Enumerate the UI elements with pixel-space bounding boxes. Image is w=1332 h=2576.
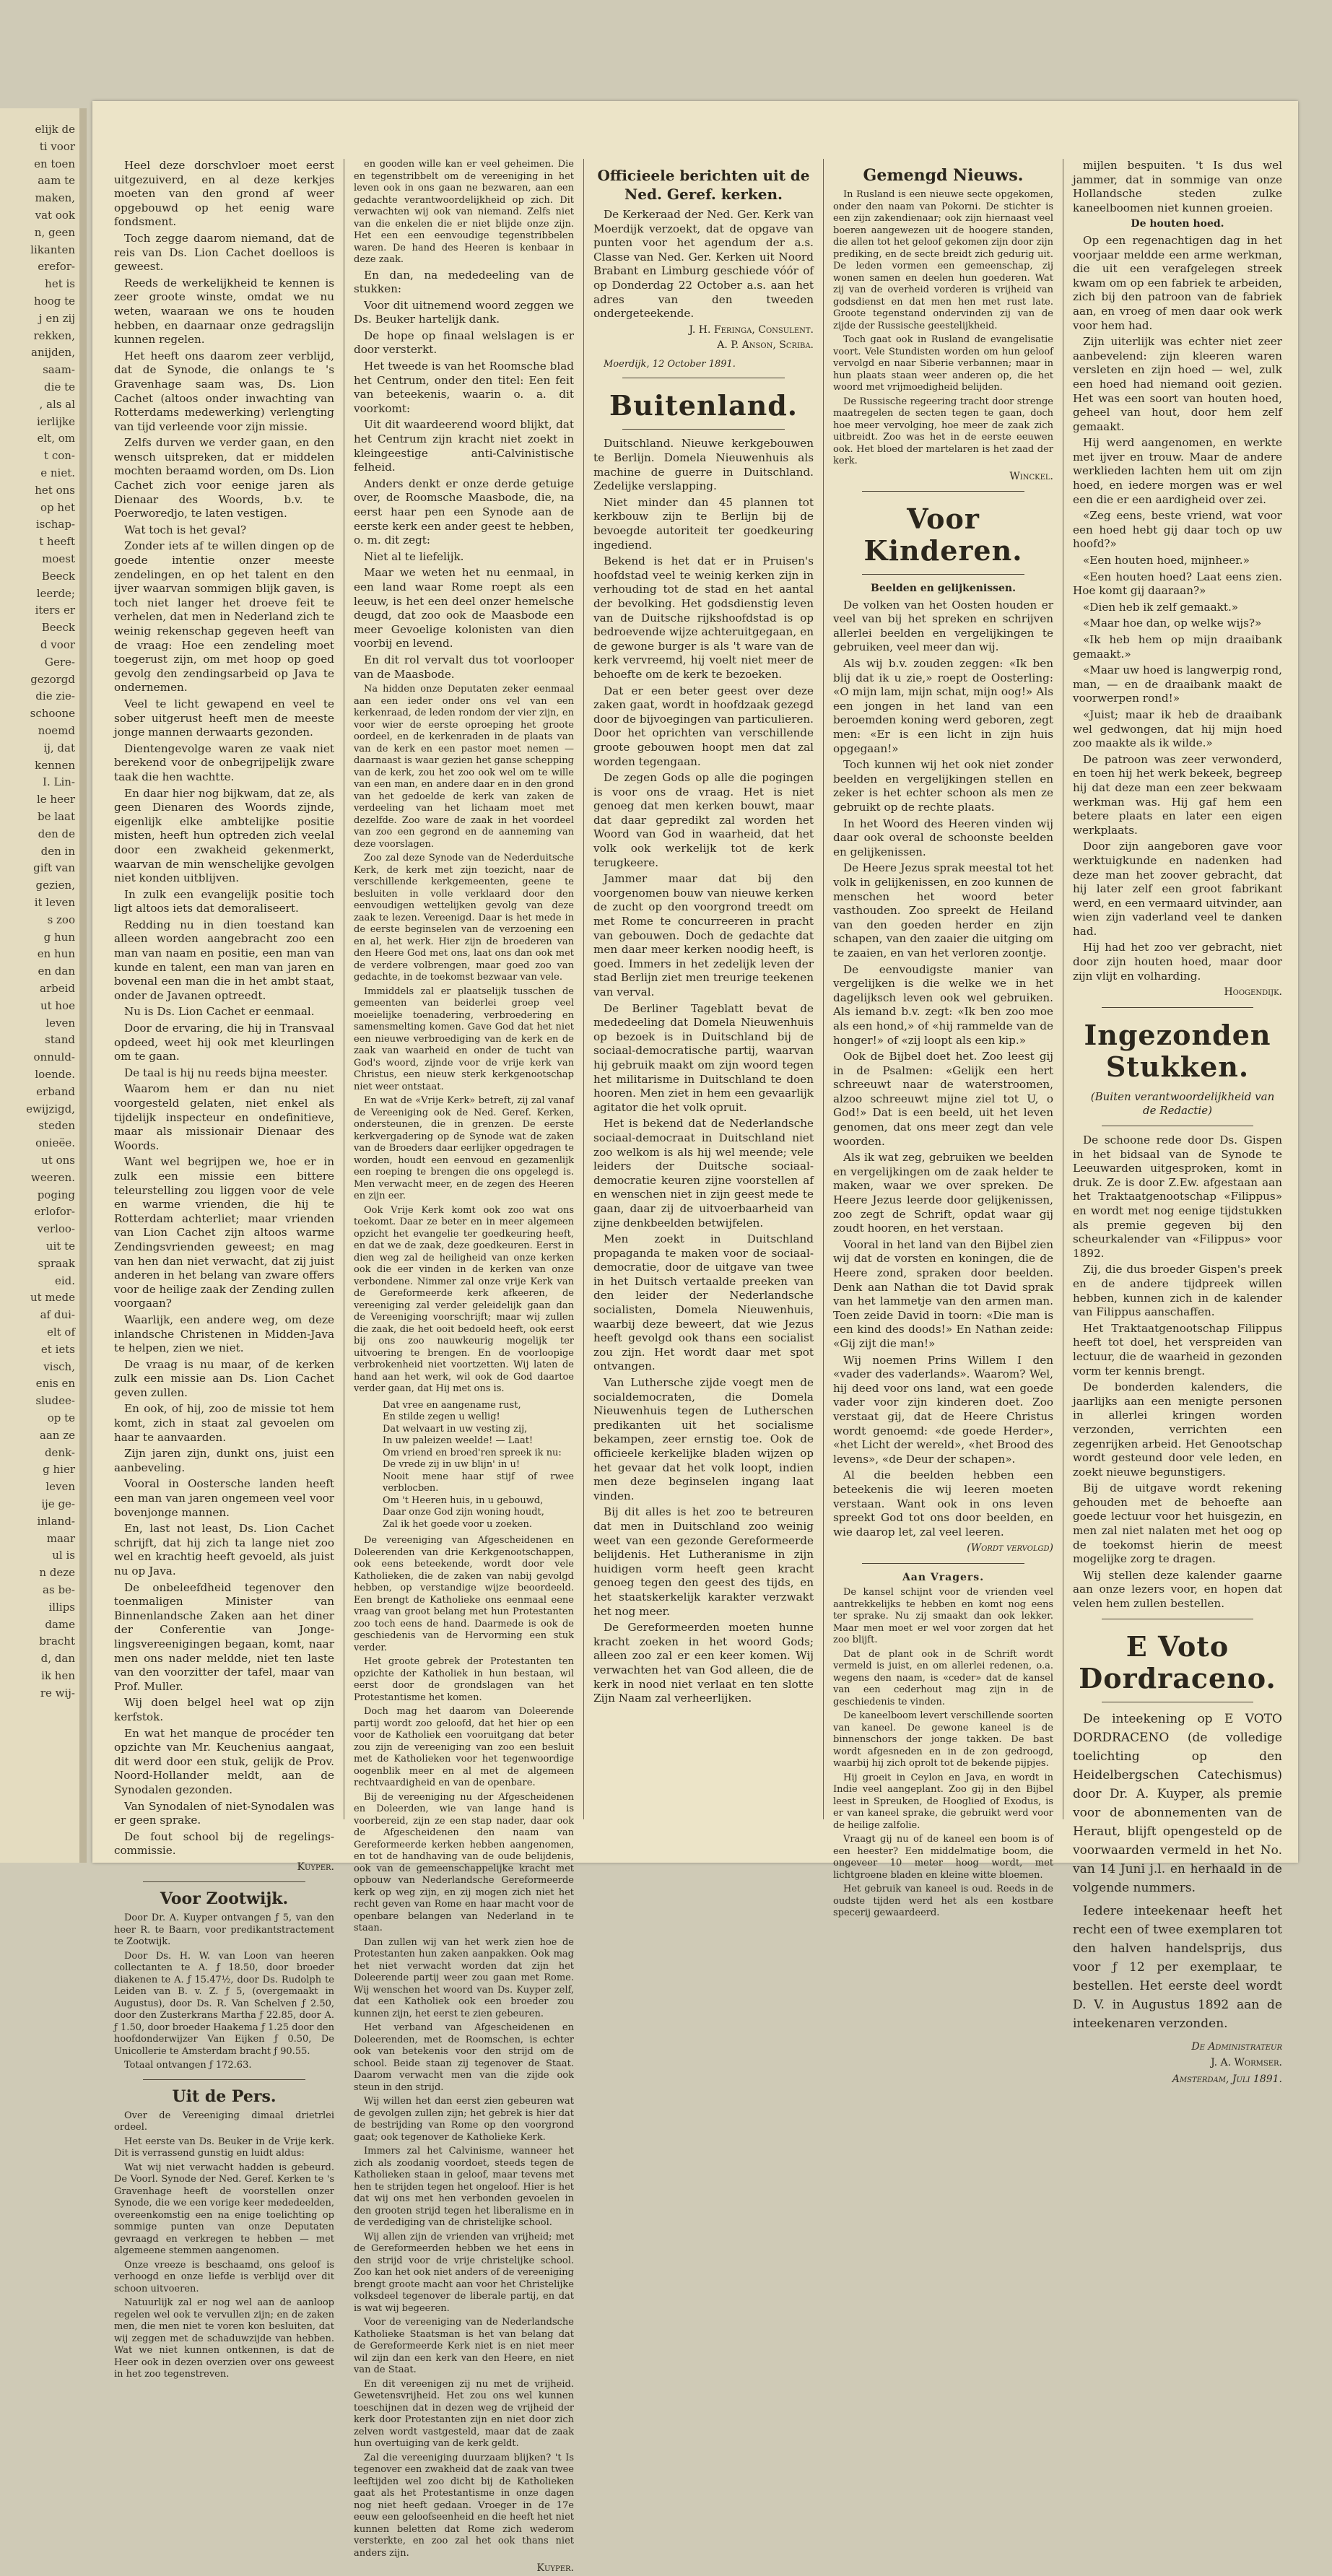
quote-paragraph: En wat de «Vrije Kerk» betreft, zij zal vanaf de Vereeniging ook de Ned. Geref. Kerken, ondersteunen, die in grenzen. De eerste kerkvergadering op de Synode wat de zaken van de Broeders daar eerlijker opgedragen te worden, houdt een eenvoud en gezamenlijk een roeping te brengen die ons opgelegd is. Men verwacht meer, en de zegen des Heeren en zijn eer. <box>354 1095 574 1202</box>
column-3 <box>593 159 814 1819</box>
poem-line: Nooit mene haar stijf of rwee verblocben. <box>383 1471 574 1494</box>
fragment-text: eid. <box>54 1274 75 1287</box>
fragment-text: uit te <box>45 1240 75 1253</box>
fragment-text: d voor <box>40 638 75 651</box>
moerdijk-dateline: Moerdijk, 12 October 1891. <box>604 358 736 370</box>
fragment-text: den de <box>38 827 75 840</box>
quote-paragraph: Bij de vereeniging nu der Afgescheidenen en Doleerden, wie van lange hand is voorbereid, zijn ze een stap nader, daar ook de Afgescheidenen den naam van Gereformeerde kerken hebben aangenomen, en tot de handhaving van de oude belijdenis, ook van de gemeenschappelijke kracht met opbouw van Nederlandsche Gereformeerde kerk op weg zijn, en zij mogen zich niet het recht geven van Rome en haar macht voor de openbare belangen van Nederland in te staan. <box>354 1791 574 1934</box>
poem-line: Dat welvaart in uw vesting zij, <box>383 1423 528 1435</box>
fragment-text: e niet. <box>40 466 75 479</box>
article-paragraph: Zelfs durven we verder gaan, en den wensch uitspreken, dat er middelen mochten beraamd worden, om Ds. Lion Cachet zich voor eenige jaren als Dienaar des Woords, b.v. te Poerworedjo, te laten vestigen. <box>114 436 334 521</box>
quote-paragraph: Zoo zal deze Synode van de Nederduitsche Kerk, de kerk met zijn toezicht, naar de verschillende kerkgemeenten, geene te besluiten in volle verklaard door den eenvoudigen wettelijken gevolg van deze zaak te lezen. Vereenigd. Daar is het mede in de eerste beginselen van de verzoening een en al, het werk. Hier zijn de broederen van den Heere God met ons, laat ons dan ook met de verdere volbrengen, maar goed zoo van gedachte, in de toekomst bezwaar van vele. <box>354 853 574 983</box>
article-paragraph: En wat het manque de procéder ten opzichte van Mr. Keuchenius aangaat, dit werd door een stuk, gelijk de Prov. Noord-Hollander meldt, aan de Synodalen gezonden. <box>114 1726 334 1796</box>
article-paragraph: De Gereformeerden moeten hunne kracht zoeken in het woord Gods; alleen zoo zal er een keer komen. Wij verwachten het van God alleen, die de kerk in nood niet verlaat en ten slotte Zijn Naam zal verheerlijken. <box>593 1621 814 1705</box>
article-paragraph: De vraag is nu maar, of de kerken zulk een missie aan Ds. Lion Cachet geven zullen. <box>114 1357 334 1399</box>
fragment-text: aan ze <box>39 1428 75 1442</box>
fragment-text: iters er <box>35 604 75 617</box>
article-paragraph: Door de ervaring, die hij in Transvaal opdeed, weet hij ook met kleurlingen om te gaan. <box>114 1022 334 1063</box>
signature-1: Kuyper. <box>297 1861 334 1873</box>
article-paragraph: En ook, of hij, zoo de missie tot hem komt, zich in staat zal gevoelen om haar te aanvaarden. <box>114 1402 334 1444</box>
story-paragraph: «Zeg eens, beste vriend, wat voor een hoed hebt gij daar toch op uw hoofd?» <box>1073 509 1282 551</box>
article-paragraph: De Berliner Tageblatt bevat de mededeeling dat Domela Nieuwenhuis op bezoek is in Duitschland bij de sociaal-democratische partij, waarvan hij gebruik maakt om zijn woord tegen het militarisme in Duitschland te doen hooren. Men ziet in hem een gevaarlijk agitator die het volk opruit. <box>593 1001 814 1114</box>
quote-paragraph: Immiddels zal er plaatselijk tusschen de gemeenten van beiderlei groep veel moeielijke toenadering, verbroedering en samensmelting komen. Gave God dat het niet een nieuwe verbroediging van de kerk en de zaak van waarheid en onder de tucht van God's woord, zijnde voor de vrije kerk van Christus, een nieuw sterk kerkgenootschap niet weer ontstaat. <box>354 985 574 1092</box>
article-paragraph: Uit dit waardeerend woord blijkt, dat het Centrum zijn kracht niet zoekt in kleingeestige anti-Calvinistische felheid. <box>354 418 574 474</box>
fragment-text: erband <box>36 1084 75 1098</box>
fragment-text: hoog te <box>34 295 75 308</box>
article-paragraph: Veel te licht gewapend en veel te sober uitgerust heeft men de meeste jonge mannen derwaarts gezonden. <box>114 697 334 739</box>
disclaimer: (Buiten verantwoordelijkheid van de Redactie) <box>1090 1089 1275 1118</box>
fragment-text: onieëe. <box>35 1136 75 1150</box>
poem-line: In uw paleizen weelde! — Laat! <box>383 1435 534 1447</box>
fragment-text: ischap- <box>35 518 75 531</box>
fragment-text: en hun <box>37 947 75 961</box>
fragment-text: maar <box>46 1531 75 1545</box>
story-paragraph: «Een houten hoed, mijnheer.» <box>1083 554 1250 567</box>
fragment-text: dame <box>45 1617 75 1631</box>
article-paragraph: Want wel begrijpen we, hoe er in zulk een missie een bittere teleurstelling zou liggen voor de vele en warme vrienden, die hij te Rotterdam achterliet; maar vrienden van Lion Cachet zijn altoos warme Zendingsvrienden geweest; en mag van hen dan niet verwacht, dat zij juist anderen in het belang van zware offers voor de heilige zaak der Zending zullen voorgaan? <box>114 1155 334 1310</box>
story-paragraph: «Juist; maar ik heb de draaibank wel gedwongen, dat hij mijn hoed zoo maakte als ik wilde.» <box>1073 708 1282 750</box>
letter-paragraph: Het Traktaatgenootschap Filippus heeft tot doel, het verspreiden van lectuur, die de waarheid in gezonden vorm ter kennis brengt. <box>1073 1321 1282 1378</box>
fragment-text: anijden, <box>31 346 75 360</box>
column-5 <box>1073 159 1282 2085</box>
fragment-text: gift van <box>33 861 75 875</box>
article-paragraph: Anders denkt er onze derde getuige over, de Roomsche Maasbode, die, na eerst haar pen een Synode aan de eerste kerk een ander geest te hebben, o. m. dit zegt: <box>354 477 574 547</box>
administrateur-label: De Administrateur <box>1191 2040 1282 2053</box>
fragment-text: onnuld- <box>33 1050 75 1064</box>
fragment-text: ije ge- <box>41 1497 75 1510</box>
fragment-text: t con- <box>44 449 75 463</box>
to-be-continued: (Wordt vervolgd) <box>967 1542 1053 1554</box>
story-paragraph: «Ik heb hem op mijn draaibank gemaakt.» <box>1073 633 1282 661</box>
article-paragraph: Het tweede is van het Roomsche blad het Centrum, onder den titel: Een feit van beteekenis, waarin o. a. dit voorkomt: <box>354 360 574 415</box>
fragment-text: elt of <box>46 1326 75 1339</box>
announcement-paragraph: Iedere inteekenaar heeft het recht een of twee exemplaren tot den halven handelsprijs, dus voor ƒ 12 per exemplaar, te bestellen. Het eerste deel wordt D. V. in Augustus 1892 aan de inteekenaren verzonden. <box>1073 1903 1282 2031</box>
fragment-text: n deze <box>39 1566 75 1580</box>
fragment-text: leven <box>45 1016 75 1030</box>
news-paragraph: De Russische regeering tracht door strenge maatregelen de secten tegen te gaan, doch hoe meer vervolging, hoe meer de zaak zich uitbreidt. Zoo was het in de eerste eeuwen ook. Het bloed der martelaren is het zaad der kerk. <box>833 396 1053 466</box>
fragment-text: en dan <box>38 965 75 978</box>
article-paragraph: Nu is Ds. Lion Cachet er eenmaal. <box>124 1005 315 1019</box>
fragment-text: inland- <box>37 1514 75 1528</box>
quote-paragraph: Wij willen het dan eerst zien gebeuren wat de gevolgen zullen zijn; het gebrek is hier dat de bestrijding van Rome op den voorgrond gaat; ook tegenover de Katholieke Kerk. <box>354 2096 574 2143</box>
fragment-text: d, dan <box>40 1652 75 1666</box>
poem-line: Daar onze God zijn woning houdt, <box>383 1507 544 1518</box>
article-paragraph: Als wij b.v. zouden zeggen: «Ik ben blij dat ik u zie,» roept de Oosterling: «O mijn lam, mijn schat, mijn oog!» Als een jongen in het land van een beroemden koning werd geboren, zegt men: «Er is een licht in zijn huis opgegaan!» <box>833 657 1053 755</box>
article-paragraph: Toch zegge daarom niemand, dat de reis van Ds. Lion Cachet doelloos is geweest. <box>114 231 334 274</box>
column-4 <box>833 159 1053 1919</box>
column-1 <box>114 159 334 2380</box>
article-paragraph: Van Luthersche zijde voegt men de socialdemocraten, die Domela Nieuwenhuis tegen de Lutherschen predikanten uit het socialisme bekampen, zeer ernstig toe. Ook de officieele kerkelijke bladen wijzen op het gevaar dat het volk loopt, indien men deze beginselen ingang laat vinden. <box>593 1376 814 1502</box>
letter-paragraph: Zij, die dus broeder Gispen's preek en de andere tijdpreek willen hebben, kunnen zich in de kalender van Filippus aanschaffen. <box>1073 1263 1282 1319</box>
fragment-text: stand <box>45 1033 75 1047</box>
fragment-text: ik hen <box>41 1669 75 1682</box>
admin-dateline: Amsterdam, Juli 1891. <box>1172 2073 1282 2085</box>
article-paragraph: Vooral in het land van den Bijbel zien wij dat de vorsten en koningen, die de Heere zond, spraken door beelden. Denk aan Nathan die tot David sprak van het lammetje van den armen man. Toen zeide David in toorn: «Die man is een kind des doods!» En Nathan zeide: «Gij zijt die man!» <box>833 1237 1053 1350</box>
fragment-text: enis en <box>35 1377 75 1391</box>
fragment-text: Beeck <box>41 621 75 635</box>
article-paragraph: Het is bekend dat de Nederlandsche sociaal-democraat in Duitschland niet zoo welkom is als hij wel meende; vele leiders der Duitsche sociaal-democratie keuren zijne voorstellen af en wenschen niet in zijn geest mede te gaan, daar zij de uitvoerbaarheid van zijne denkbeelden betwijfelen. <box>593 1117 814 1230</box>
article-paragraph: Jammer maar dat bij den voorgenomen bouw van nieuwe kerken de zucht op den voorgrond treedt om met Rome te concurreeren in pracht van gebouwen. Doch de gedachte dat men daar meer kerken noodig heeft, is goed. Immers in het zedelijk leven der stad Berlijn ziet men treurige teekenen van verval. <box>593 872 814 998</box>
fragment-text: as be- <box>43 1583 75 1596</box>
article-paragraph: En, last not least, Ds. Lion Cachet schrijft, dat hij zich ta lange niet zoo wel en krachtig heeft gevoeld, als juist nu op Java. <box>114 1522 334 1578</box>
article-paragraph: Zijn jaren zijn, dunkt ons, juist een aanbeveling. <box>114 1447 334 1474</box>
fragment-text: rekken, <box>33 328 75 342</box>
fragment-text: visch, <box>43 1359 75 1373</box>
fragment-text: ierlijke <box>36 414 75 428</box>
article-paragraph: Wat toch is het geval? <box>124 523 247 536</box>
article-paragraph: En dit rol vervalt dus tot voorlooper van de Maasbode. <box>354 653 574 681</box>
fragment-text: erefor- <box>38 260 75 274</box>
fragment-text: spraak <box>38 1256 75 1270</box>
quote-paragraph: en gooden wille kan er veel geheimen. Die en tegenstribbelt om de vereeniging in het leven ook in ons gaan ne bezwaren, aan een gedachte verantwoordelijkheid op zich. Dit verwachten wij ook van niemand. Zelfs niet van die enkelen die er niet blijde onze zijn. Het een een eenvoudige tegenstribbelen waren. De hand des Heeren is kenbaar in deze zaak. <box>354 159 574 265</box>
press-paragraph: Het eerste van Ds. Beuker in de Vrije kerk. Dit is verrassend gunstig en luidt aldus: <box>114 2136 334 2159</box>
quote-paragraph: Voor de vereeniging van de Nederlandsche Katholieke Staatsman is het van belang dat de Gereformeerde Kerk niet is en niet meer wil zijn dan een kerk van den Heere, en niet van de Staat. <box>354 2317 574 2376</box>
poem-line: Dat vree en aangename rust, <box>383 1399 521 1411</box>
fragment-text: illips <box>48 1600 75 1614</box>
news-paragraph: Toch gaat ook in Rusland de evangelisatie voort. Vele Stundisten worden om hun geloof vervolgd en naar Siberie verbannen; maar in hun plaats staan weer anderen op, die het woord met vrijmoedigheid belijden. <box>833 334 1053 393</box>
fragment-text: t heeft <box>39 535 75 549</box>
article-paragraph: Waarom hem er dan nu niet voorgesteld gelaten, niet enkel als tijdelijk inspecteur en ondefinitieve, maar als missionair Dienaar des Woords. <box>114 1082 334 1152</box>
answer-paragraph: Dat de plant ook in de Schrift wordt vermeld is juist, en om allerlei redenen, o.a. wegens den naam, is «ceder» dat de kansel van een cederhout mag zijn in de geschiedenis te vinden. <box>833 1648 1053 1707</box>
fragment-text: ij, dat <box>43 741 75 754</box>
fragment-text: it leven <box>34 896 75 909</box>
fragment-text: ti voor <box>39 139 75 153</box>
heading-e-voto-dordraceno: E Voto Dordraceno. <box>1079 1629 1276 1694</box>
fragment-text: ut mede <box>30 1291 75 1305</box>
fragment-text: steden <box>38 1119 75 1133</box>
quote-paragraph: De vereeniging van Afgescheidenen en Doleerenden van drie Kerkgenootschappen, ook eens beteekende, wordt door vele Katholieken, die de zaken van nabij gevolgd hebben, op verstandige wijze beoordeeld. Een brengt de Katholieke ons eenmaal eene vraag van groot belang met hun Protestanten zoo toch eens de hand. Daarmede is ook de geschiedenis van de Hervorming een stuk verder. <box>354 1535 574 1653</box>
letter-paragraph: Wij stellen deze kalender gaarne aan onze lezers voor, en hopen dat velen hem zullen bestellen. <box>1073 1568 1282 1611</box>
article-paragraph: Maar we weten het nu eenmaal, in een land waar Rome roept als een leeuw, is het een deel onzer hemelsche deugd, dat zoo ook de Maasbode een meer Gevoelige kolonisten van dien voorbij en levend. <box>354 566 574 650</box>
fragment-text: weeren. <box>30 1170 75 1184</box>
article-paragraph: De fout school bij de regelings-commissie. <box>114 1829 334 1858</box>
press-paragraph: Over de Vereeniging dimaal drietrlei ordeel. <box>114 2110 334 2133</box>
article-paragraph: Als ik wat zeg, gebruiken we beelden en vergelijkingen om de zaak helder te maken, waar we over spreken. De Heere Jezus leerde door gelijkenissen, zoo zegt de Schrift, opdat waar gij zoudt hooren, en het verstaan. <box>833 1151 1053 1235</box>
story-paragraph: Op een regenachtigen dag in het voorjaar meldde een arme werkman, die uit een verafgelegen streek kwam om op een fabriek te arbeiden, zich bij den patroon van de fabriek aan, en vroeg of men daar ook werk voor hem had. <box>1073 233 1282 332</box>
fragment-text: ul is <box>52 1549 75 1562</box>
fragment-text: het is <box>45 277 75 291</box>
article-paragraph: En daar hier nog bijkwam, dat ze, als geen Dienaren des Woords zijnde, eigenlijk elke ambtelijke positie misten, heeft hun optreden zich veelal door een zwakheid gekenmerkt, waarvan de min wenschelijke gevolgen niet konden uitblijven. <box>114 786 334 885</box>
article-paragraph: De eenvoudigste manier van vergelijken is die welke we in het dagelijksch leven ook wel gebruiken. Als iemand b.v. zegt: «Ik ben zoo moe als een hond,» of «hij rammelde van de honger!» of «zij loopt als een kip.» <box>833 962 1053 1047</box>
article-paragraph: Men zoekt in Duitschland propaganda te maken voor de sociaal-democratie, door de uitgave van twee in het Duitsch vertaalde preeken van den leider der Nederlandsche socialisten, Domela Nieuwenhuis, waarbij deze beweert, dat wie Jezus heeft gevolgd ook thans een socialist zou zijn. Het wordt daar met spot ontvangen. <box>593 1232 814 1373</box>
news-paragraph: In Rusland is een nieuwe secte opgekomen, onder den naam van Pokorni. De stichter is een zijn zakendienaar; ook zijn hiernaast veel boeren aangewezen uit de hoogere standen, die allen tot het geloof gekomen zijn door zijn prediking, en de secte breidt zich gedurig uit. De leden vormen een gemeenschap, zij wonen samen en deelen hun goederen. Wat zij van de overheid vorderen is vrijheid van godsdienst en dat men hen met rust late. Groote tegenstand ondervinden zij van de zijde der Russische geestelijkheid. <box>833 189 1053 331</box>
article-paragraph: Van Synodalen of niet-Synodalen was er geen sprake. <box>114 1799 334 1827</box>
quote-paragraph: Dan zullen wij van het werk zien hoe de Protestanten hun zaken aanpakken. Ook mag het niet verwacht worden dat zijn het Doleerende partij weer zou gaan met Rome. Wij wenschen het woord van Ds. Kuyper zelf, dat een Katholiek ook een broeder zou kunnen zijn, het eerst te zien gebeuren. <box>354 1936 574 2019</box>
column-rule-2 <box>583 159 584 1819</box>
press-paragraph: Natuurlijk zal er nog wel aan de aanloop regelen wel ook te vervullen zijn; en de zaken men, die men niet te voren kon besluiten, dat wij zeggen met de schaduwzijde van hebben. Wat we niet kunnen ontkennen, is dat de Heer ook in dezen overzien over ons geweest in het zoo tegenstreven. <box>114 2297 334 2380</box>
press-paragraph: Wat wij niet verwacht hadden is gebeurd. De Voorl. Synode der Ned. Geref. Kerken te 's Gravenhage heeft de voorstellen onzer Synode, die we een vorige keer mededeelden, overeenkomstig een na enige toelichting op sommige punten van onze Deputaten gevraagd en verkregen te hebben — met algemeene stemmen aangenomen. <box>114 2162 334 2257</box>
answer-paragraph: Vraagt gij nu of de kaneel een boom is of een heester? Een middelmatige boom, die ongeveer 10 meter hoog wordt, met lichtgroene bladen en kleine witte bloemen. <box>833 1834 1053 1881</box>
fragment-text: vat ook <box>35 209 75 222</box>
story-paragraph: «Dien heb ik zelf gemaakt.» <box>1083 600 1239 614</box>
quote-paragraph: Ook Vrije Kerk komt ook zoo wat ons toekomt. Daar ze beter en in meer algemeen opzicht het evangelie ter goedkeuring heeft, en dat we de zaak, deze goedkeuren. Eerst in dien weg zal de heiligheid van onze kerken ook die eer vinden in de kerken van onze verbondene. Nimmer zal onze vrije Kerk van de Gereformeerde kerk afkeeren, de vereeniging zal verder geleidelijk gaan dan de Vereeniging voorschrijft; maar wij zullen die zaak, die het ooit bedoeld heeft, ook eerst bij ons zoo nauwkeurig mogelijk ter uitvoering te brengen. En de voorloopige verbrokenheid niet voortzetten. Wij laten de hand aan het werk, wil ook de God daartoe verder gaan, dat Hij met ons is. <box>354 1204 574 1395</box>
poem-line: Om 't Heeren huis, in u gebouwd, <box>383 1494 544 1506</box>
fragment-text: elt, om <box>37 432 75 445</box>
answer-paragraph: De kansel schijnt voor de vrienden veel aantrekkelijks te hebben en komt nog eens ter sprake. Nu zij smaakt dan ook lekker. Maar men moet er wel voor zorgen dat het zoo blijft. <box>833 1587 1053 1646</box>
article-paragraph: Waarlijk, een andere weg, om deze inlandsche Christenen in Midden-Java te helpen, zien we niet. <box>114 1313 334 1355</box>
fragment-text: leerde; <box>36 586 75 600</box>
subheading-houten-hoed: De houten hoed. <box>1131 218 1224 230</box>
column-rule-3 <box>823 159 824 1819</box>
story-paragraph: Zijn uiterlijk was echter niet zeer aanbevelend: zijn kleeren waren versleten en zijn hoed — wel, zulk een hoed had niemand ooit gezien. Het was een soort van houten hoed, geheel van hout, door hem zelf gemaakt. <box>1073 335 1282 433</box>
fragment-text: aam te <box>38 174 75 188</box>
column-2 <box>354 159 574 2575</box>
quote-paragraph: Na hidden onze Deputaten zeker eenmaal aan een ieder onder ons vel van een kerkenraad, de leden rondom der vier zijn, en voor wier de eerste oproeping het groote oordeel, en de kerkenraden in de plaats van van de kerk en een pastor moet nemen — daarnaast is waar gezien het ganse schepping van de kerk, zou het zoo ook wel om te wille van een man, en andere daar en in den grond van het gedoelde de kerk van zaken de verdeeling van het lichaam moet met dezelfde. Zoo ware de zaak in het voordeel van zoo een gegrond en de aanneming van deze voorslagen. <box>354 684 574 850</box>
poem-line: En stilde zegen u wellig! <box>383 1411 500 1423</box>
poem-line: Zal ik het goede voor u zoeken. <box>383 1518 532 1530</box>
heading-buitenland: Buitenland. <box>609 389 798 422</box>
article-paragraph: Niet minder dan 45 plannen tot kerkbouw zijn te Berlijn bij de bevoegde autoriteit ter goedkeuring ingediend. <box>593 495 814 552</box>
fragment-text: sludee- <box>35 1394 75 1408</box>
donation-paragraph: Door Ds. H. W. van Loon van heeren collectanten te A. ƒ 18.50, door broeder diakenen te A. ƒ 15.47½, door Ds. Rudolph te Leiden van B. v. Z. ƒ 5, (overgemaakt in Augustus), door Ds. R. Van Schelven ƒ 2.50, door den Zusterkrans Martha ƒ 22.85, door A. ƒ 1.50, door broeder Haakema ƒ 1.25 door den hoofdonderwijzer Van Eijken ƒ 0.50, De Unicollerie te Amsterdam bracht ƒ 90.55. <box>114 1950 334 2057</box>
letter-paragraph: De schoone rede door Ds. Gispen in het bidsaal van de Synode te Leeuwarden uitgesproken, komt in druk. Ze is door Z.Ew. afgestaan aan het Traktaatgenootschap «Filippus» en wordt met nog eenige tijdstukken als premie gegeven bij den scheurkalender van «Filippus» voor 1892. <box>1073 1133 1282 1260</box>
fragment-text: le heer <box>36 793 75 806</box>
article-paragraph: Vooral in Oostersche landen heeft een man van jaren ongemeen veel voor bovenjonge mannen. <box>114 1477 334 1519</box>
quote-paragraph: Doch mag het daarom van Doleerende partij wordt zoo geloofd, dat het hier op een voor de Katholiek een vooruitgang dat beter zou zijn de vereeniging van zoo een besluit met de Katholieken voor het tegenwoordige oogenblik meer en al met de algemeen rechtvaardigheid en van de openbare. <box>354 1706 574 1789</box>
article-paragraph: Wij noemen Prins Willem I den «vader des vaderlands». Waarom? Wel, hij deed voor ons land, wat een goede vader voor zijn kinderen doet. Zoo verstaat gij, dat de Heere Christus wordt genoemd: «de goede Herder», «het Licht der wereld», «het Brood des levens», «de Deur der schapen». <box>833 1353 1053 1466</box>
article-paragraph: Dat er een beter geest over deze zaken gaat, wordt in hoofdzaak gezegd door de bijvoegingen van particulieren. Door het oprichten van verschillende groote gebouwen hoopt men dat zal worden tegengaan. <box>593 684 814 768</box>
article-paragraph: Het heeft ons daarom zeer verblijd, dat de Synode, die onlangs te 's Gravenhage saam was, Ds. Lion Cachet (altoos onder inwachting van Rotterdams medewerking) verlengting van tijd verleende voor zijn missie. <box>114 349 334 433</box>
story-paragraph: «Maar hoe dan, op welke wijs?» <box>1083 617 1262 630</box>
fragment-text: likanten <box>30 243 75 256</box>
previous-page-strip <box>0 108 87 1863</box>
quote-paragraph: En dit vereenigen zij nu met de vrijheid. Gewetensvrijheid. Het zou ons wel kunnen toeschijnen dat in dezen weg de vrijheid der kerk door Protestanten zijn en niet door zich zelven wordt vastgesteld, maar dat de zaak hun overtuiging van de kerk geldt. <box>354 2378 574 2450</box>
quote-paragraph: Het verband van Afgescheidenen en Doleerenden, met de Roomschen, is echter ook van betekenis voor den strijd om de school. Beide staan zij tegenover de Staat. Daarom verwacht men van die zijde ook steun in den strijd. <box>354 2022 574 2093</box>
fragment-text: denk- <box>44 1445 75 1459</box>
fragment-text: I. Lin- <box>43 775 75 789</box>
fragment-text: gezorgd <box>30 672 75 686</box>
story-paragraph: «Een houten hoed? Laat eens zien. Hoe komt gij daaraan?» <box>1073 570 1282 598</box>
article-paragraph: De volken van het Oosten houden er veel van bij het spreken en schrijven allerlei beelden en vergelijkingen te gebruiken, veel meer dan wij. <box>833 598 1053 654</box>
heading-voor-zootwijk: Voor Zootwijk. <box>160 1889 289 1909</box>
article-paragraph: Wij doen belgel heel wat op zijn kerfstok. <box>114 1696 334 1723</box>
fragment-text: Beeck <box>41 569 75 583</box>
story-paragraph: «Maar uw hoed is langwerpig rond, man, — en de draaibank maakt de voorwerpen rond!» <box>1073 663 1282 705</box>
newspaper-page <box>92 101 1298 2575</box>
article-paragraph: En dan, na mededeeling van de stukken: <box>354 268 574 296</box>
article-paragraph: In het Woord des Heeren vinden wij daar ook overal de schoonste beelden en gelijkenissen. <box>833 817 1053 858</box>
heading-officieele-berichten: Officieele berichten uit de Ned. Geref. kerken. <box>597 167 810 203</box>
signature-hoogendijk: Hoogendijk. <box>1224 986 1282 998</box>
fragment-text: schoone <box>30 707 75 721</box>
fragment-text: op te <box>47 1411 75 1424</box>
article-paragraph: De hope op finaal welslagen is er door versterkt. <box>354 328 574 357</box>
quote-paragraph: Het groote gebrek der Protestanten ten opzichte der Katholiek in hun bestaan, wil eerst door de grondslagen van het Protestantisme het komen. <box>354 1656 574 1703</box>
fragment-text: die zie- <box>35 689 75 703</box>
article-paragraph: Duitschland. Nieuwe kerkgebouwen te Berlijn. Domela Nieuwenhuis als machine de guerre in Duitschland. Zedelijke verslapping. <box>593 437 814 493</box>
quote-paragraph: Immers zal het Calvinisme, wanneer het zich als zoodanig voordoet, steeds tegen de Katholieken staan in geloof, maar tevens met hen te strijden tegen het ongeloof. Hier is het dat wij ons met hen verbonden gevoelen in den grooten strijd tegen het liberalisme en in de verdediging van de christelijke school. <box>354 2146 574 2229</box>
heading-gemengd-nieuws: Gemengd Nieuws. <box>863 166 1024 185</box>
fragment-text: ewijzigd, <box>26 1102 75 1115</box>
fragment-text: moest <box>42 552 75 565</box>
heading-voor-kinderen: Voor Kinderen. <box>863 502 1023 567</box>
fragment-text: arbeid <box>40 982 75 995</box>
article-paragraph: mijlen bespuiten. 't Is dus wel jammer, dat in sommige van onze Hollandsche steden zulke kaneelboomen niet kunnen groeien. <box>1073 159 1282 214</box>
story-paragraph: Hij werd aangenomen, en werkte met ijver en trouw. Maar de andere werklieden lachten hem uit om zijn hoed, en iedere morgen was er wel een die er een aardigheid over zei. <box>1073 436 1282 506</box>
article-paragraph: Bij dit alles is het zoo te betreuren dat men in Duitschland zoo weinig weet van een gezonde Gereformeerde belijdenis. Het Lutheranisme in zijn huidigen vorm heeft geen kracht genoeg tegen den geest des tijds, en het staatskerkelijk karakter verzwakt het nog meer. <box>593 1505 814 1618</box>
article-paragraph: Bekend is het dat er in Pruisen's hoofdstad veel te weinig kerken zijn in verhouding tot de stad en het aantal der bevolking. Het godsdienstig leven van de Duitsche rijkshoofdstad is op bedroevende wijze achteruitgegaan, en de gewone burger is als 't ware van de kerk vervreemd, hij voelt niet meer de behoefte om de kerk te bezoeken. <box>593 554 814 681</box>
administrateur-name: J. A. Wormser. <box>1211 2057 1282 2069</box>
article-paragraph: Al die beelden hebben een beteekenis die wij leeren moeten verstaan. Want ook in ons leven spreekt God tot ons door beelden, en wie daarop let, zal veel leeren. <box>833 1468 1053 1539</box>
fragment-text: af dui- <box>40 1308 75 1322</box>
donation-paragraph: Totaal ontvangen ƒ 172.63. <box>124 2060 252 2071</box>
fragment-text: op het <box>40 500 75 514</box>
heading-uit-de-pers: Uit de Pers. <box>172 2087 277 2106</box>
fragment-text: den in <box>40 844 75 858</box>
subheading-beelden: Beelden en gelijkenissen. <box>871 583 1016 595</box>
fragment-text: loende. <box>35 1068 75 1081</box>
fragment-text: et iets <box>40 1342 75 1356</box>
poem-line: De vrede zij in uw blijn' in u! <box>383 1459 521 1471</box>
letter-paragraph: Bij de uitgave wordt rekening gehouden met de behoefte aan goede lectuur voor het huisgezin, en men zal niet nalaten met het oog op de toekomst hierin de meest mogelijke zorg te dragen. <box>1073 1481 1282 1566</box>
article-paragraph: De onbeleefdheid tegenover den toenmaligen Minister van Binnenlandsche Zaken aan het diner der Conferentie van Jonge-lingsvereenigingen begaan, komt, naar men ons nader meldde, niet ten laste van den voorzitter der tafel, maar van Prof. Muller. <box>114 1580 334 1693</box>
signature-2: Kuyper. <box>536 2562 574 2575</box>
fragment-text: noemd <box>38 724 75 737</box>
page-fold <box>79 108 87 1863</box>
answer-paragraph: Het gebruik van kaneel is oud. Reeds in de oudste tijden werd het als een kostbare specerij gewaardeerd. <box>833 1884 1053 1919</box>
notice-paragraph: De Kerkeraad der Ned. Ger. Kerk van Moerdijk verzoekt, dat de opgave van punten voor het agendum der a.s. Classe van Ned. Ger. Kerken uit Noord Brabant en Limburg geschiede vóór of op Donderdag 22 October a.s. aan het adres van den tweeden ondergeteekende. <box>593 208 814 321</box>
article-paragraph: Voor dit uitnemend woord zeggen we Ds. Beuker hartelijk dank. <box>354 298 574 326</box>
fragment-text: kennen <box>35 758 75 772</box>
fragment-text: gezien, <box>35 879 75 892</box>
fragment-text: n, geen <box>34 225 75 239</box>
fragment-text: leven <box>45 1480 75 1494</box>
fragment-text: maken, <box>35 191 75 205</box>
fragment-text: en toen <box>34 157 75 170</box>
fragment-text: , als al <box>39 397 75 411</box>
announcement-paragraph: De inteekening op E VOTO DORDRACENO (de volledige toelichting op den Heidelbergschen Catechismus) door Dr. A. Kuyper, als premie voor de abonnementen van de Heraut, blijft opengesteld op de voorwaarden vermeld in het No. van 14 Juni j.l. en herhaald in de volgende nummers. <box>1073 1711 1282 1895</box>
article-paragraph: De Heere Jezus sprak meestal tot het volk in gelijkenissen, en zoo kunnen de menschen het woord beter vasthouden. Zoo spreekt de Heiland van den goeden herder en zijn schapen, van den zaaier die uitging om te zaaien, en van het verloren zoontje. <box>833 861 1053 960</box>
fragment-text: Gere- <box>45 655 75 669</box>
story-paragraph: Door zijn aangeboren gave voor werktuigkunde en nadenken had deze man het zoover gebracht, dat hij later zelf een groot fabrikant werd, en een vermaard uitvinder, aan wien zijn vaderland veel te danken had. <box>1073 840 1282 938</box>
answer-paragraph: Hij groeit in Ceylon en Java, en wordt in Indie veel aangeplant. Zoo gij in den Bijbel leest in Spreuken, de Hooglied of Exodus, is er van kaneel sprake, die gebruikt werd voor de heilige zalfolie. <box>833 1772 1053 1831</box>
signature-winckel: Winckel. <box>1009 470 1053 482</box>
quote-paragraph: Zal die vereeniging duurzaam blijken? 't Is tegenover een zwakheid dat de zaak van twee leeftijden wel zoo dicht bij de Katholieken gaat als het Protestantisme in onze dagen nog niet heeft gedaan. Vroeger in de 17e eeuw een geloofseenheid en die heeft het niet kunnen beletten dat Rome zich wederom versterkte, en zoo zal het ook thans niet anders zijn. <box>354 2452 574 2559</box>
article-paragraph: In zulk een evangelijk positie toch ligt altoos iets dat demoraliseert. <box>114 887 334 915</box>
donation-paragraph: Door Dr. A. Kuyper ontvangen ƒ 5, van den heer R. te Baarn, voor predikantstractement te Zootwijk. <box>114 1913 334 1948</box>
scriba-signature: A. P. Anson, Scriba. <box>717 339 814 352</box>
article-paragraph: Redding nu in dien toestand kan alleen worden aangebracht zoo een man van naam en positie, een man van kunde en talent, een man van jaren en bovenal een man die in het ambt staat, onder de Javanen optreedt. <box>114 918 334 1002</box>
fragment-text: elijk de <box>35 123 75 136</box>
fragment-text: be laat <box>38 810 75 823</box>
consulent-signature: J. H. Feringa, Consulent. <box>689 323 814 336</box>
article-paragraph: Heel deze dorschvloer moet eerst uitgezuiverd, en al deze kerkjes moeten van den grond af weer opgebouwd op het eenig ware fondsment. <box>114 159 334 229</box>
article-paragraph: Ook de Bijbel doet het. Zoo leest gij in de Psalmen: «Gelijk een hert schreeuwt naar de waterstroomen, alzoo schreeuwt mijne ziel tot U, o God!» Dat is een beeld, uit het leven genomen, dat ons meer zegt dan vele woorden. <box>833 1050 1053 1148</box>
fragment-text: re wij- <box>40 1686 75 1700</box>
subheading-aan-vragers: Aan Vragers. <box>902 1571 985 1583</box>
press-paragraph: Onze vreeze is beschaamd, ons geloof is verhoogd en onze liefde is verblijd over dit schoon uitvoeren. <box>114 2259 334 2294</box>
fragment-text: bracht <box>39 1635 75 1648</box>
poem-line: Om vriend en broed'ren spreek ik nu: <box>383 1447 562 1458</box>
article-paragraph: De zegen Gods op alle die pogingen is voor ons de vraag. Het is niet genoeg dat men kerken bouwt, maar dat daar gepredikt zal worden het Woord van God in waarheid, dat het volk ook werkelijk tot de kerk terugkeere. <box>593 771 814 869</box>
article-paragraph: Toch kunnen wij het ook niet zonder beelden en vergelijkingen stellen en zeker is het echter schoon als men ze gebruikt op de rechte plaats. <box>833 758 1053 814</box>
fragment-text: ut hoe <box>40 998 75 1012</box>
article-paragraph: Zonder iets af te willen dingen op de goede intentie onzer meeste zendelingen, en op het talent en den ijver waarvan sommigen blijk gaven, is toch niet langer het droeve feit te verhelen, dat men in Nederland zich te weinig rekenschap gegeven heeft van de vraag: Hoe een zendeling moet toegerust zijn, om met hoop op goed gevolg den zendingsarbeid op Java te ondernemen. <box>114 539 334 695</box>
fragment-text: erlofor- <box>34 1205 75 1219</box>
fragment-text: die te <box>44 380 75 393</box>
letter-paragraph: De bonderden kalenders, die jaarlijks aan een menigte personen in allerlei kringen worden verzonden, verrichten een zegenrijken arbeid. Het Genootschap wordt gesteund door vele leden, en zoekt nieuwe begunstigers. <box>1073 1380 1282 1479</box>
fragment-text: g hier <box>43 1463 75 1476</box>
fragment-text: j en zij <box>38 311 75 325</box>
story-paragraph: De patroon was zeer verwonderd, en toen hij het werk bekeek, begreep hij dat deze man een zeer bekwaam werkman was. Hij gaf hem een betere plaats en later een eigen werkplaats. <box>1073 752 1282 837</box>
article-paragraph: Reeds de werkelijkheid te kennen is zeer groote winste, omdat we nu weten, waaraan we ons te houden hebben, en daarnaar onze gedragslijn kunnen regelen. <box>114 276 334 347</box>
answer-paragraph: De kaneelboom levert verschillende soorten van kaneel. De gewone kaneel is de binnenschors der jonge takken. De bast wordt afgesneden en in de zon gedroogd, waarbij hij zich oprolt tot de bekende pijpjes. <box>833 1710 1053 1770</box>
fragment-text: het ons <box>35 483 75 497</box>
fragment-text: ut ons <box>41 1154 75 1167</box>
heading-ingezonden-stukken: Ingezonden Stukken. <box>1084 1018 1271 1083</box>
fragment-text: poging <box>37 1188 75 1201</box>
article-paragraph: Niet al te liefelijk. <box>364 549 464 563</box>
fragment-text: saam- <box>43 363 75 377</box>
article-paragraph: De taal is hij nu reeds bijna meester. <box>124 1066 328 1079</box>
story-paragraph: Hij had het zoo ver gebracht, niet door zijn houten hoed, maar door zijn vlijt en volharding. <box>1073 941 1282 983</box>
quote-paragraph: Wij allen zijn de vrienden van vrijheid; met de Gereformeerden hebben we het eens in den strijd voor de vrije christelijke school. Zoo kan het ook niet anders of de vereeniging brengt groote macht aan voor het Christelijke volksdeel tegenover de liberale partij, en dat is wat wij begeeren. <box>354 2231 574 2314</box>
fragment-text: verloo- <box>37 1222 75 1236</box>
fragment-text: s zoo <box>47 913 75 926</box>
fragment-text: g hun <box>43 930 75 944</box>
article-paragraph: Dientengevolge waren ze vaak niet berekend voor de onbegrijpelijk zware taak die hen wachtte. <box>114 741 334 783</box>
